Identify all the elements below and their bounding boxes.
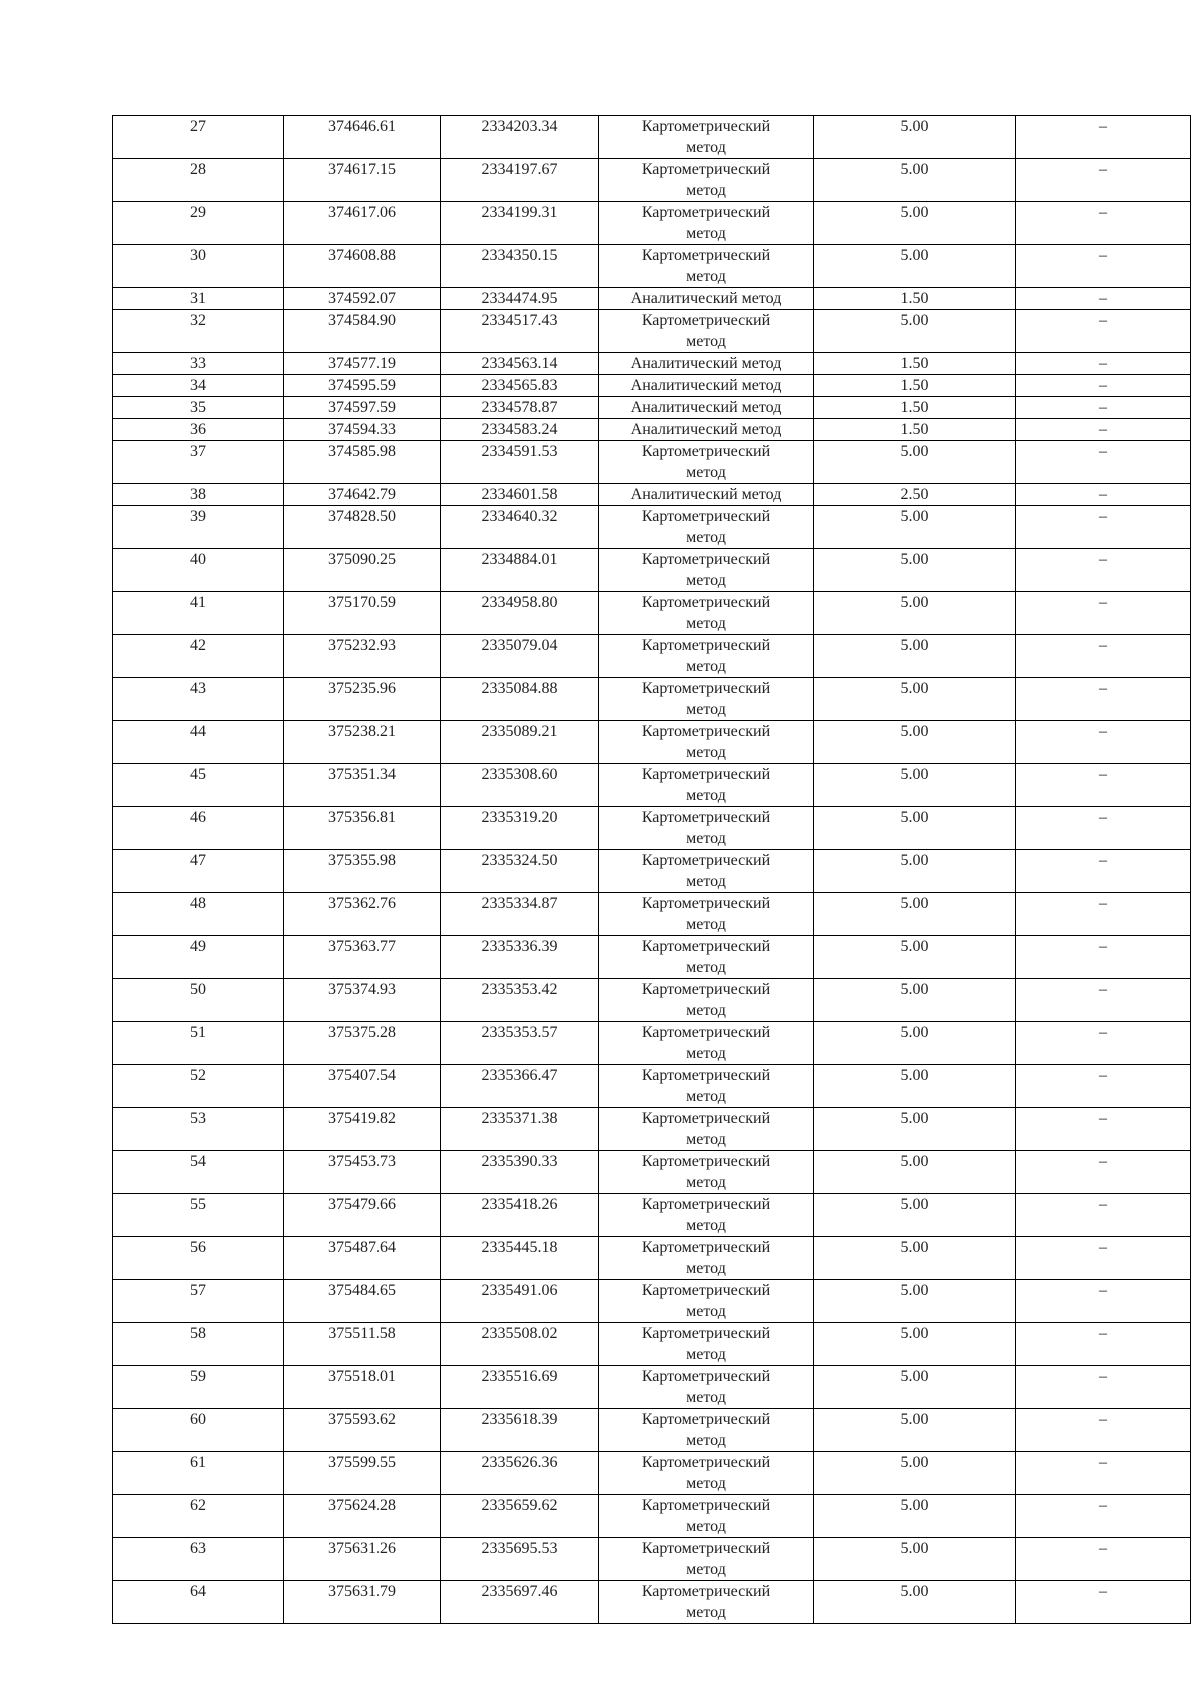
table-row [113, 635, 1191, 678]
note-cell: – [1016, 245, 1191, 288]
note-cell: – [1016, 1323, 1191, 1366]
note-cell: – [1016, 1538, 1191, 1581]
coordinates-table [112, 115, 1191, 1624]
table-row [113, 441, 1191, 484]
x-coordinate-cell: 374597.59 [284, 397, 441, 419]
x-coordinate-cell: 374617.06 [284, 202, 441, 245]
y-coordinate-cell: 2335353.42 [441, 979, 599, 1022]
table-row [113, 807, 1191, 850]
method-cell: Аналитический метод [599, 375, 814, 397]
point-number-cell: 57 [113, 1280, 284, 1323]
table-row [113, 1323, 1191, 1366]
table-row [113, 893, 1191, 936]
method-cell: Картометрический метод [599, 1495, 814, 1538]
table-row [113, 1495, 1191, 1538]
x-coordinate-cell: 375407.54 [284, 1065, 441, 1108]
accuracy-cell: 5.00 [814, 850, 1016, 893]
x-coordinate-cell: 374608.88 [284, 245, 441, 288]
method-cell: Картометрический метод [599, 1237, 814, 1280]
x-coordinate-cell: 375362.76 [284, 893, 441, 936]
method-cell: Картометрический метод [599, 721, 814, 764]
accuracy-cell: 5.00 [814, 116, 1016, 159]
point-number-cell: 33 [113, 353, 284, 375]
y-coordinate-cell: 2335508.02 [441, 1323, 599, 1366]
method-cell: Картометрический метод [599, 1151, 814, 1194]
note-cell: – [1016, 1151, 1191, 1194]
y-coordinate-cell: 2335659.62 [441, 1495, 599, 1538]
point-number-cell: 48 [113, 893, 284, 936]
point-number-cell: 47 [113, 850, 284, 893]
point-number-cell: 58 [113, 1323, 284, 1366]
y-coordinate-cell: 2334578.87 [441, 397, 599, 419]
accuracy-cell: 5.00 [814, 893, 1016, 936]
note-cell: – [1016, 1108, 1191, 1151]
note-cell: – [1016, 1237, 1191, 1280]
method-cell: Картометрический метод [599, 850, 814, 893]
note-cell: – [1016, 353, 1191, 375]
y-coordinate-cell: 2335697.46 [441, 1581, 599, 1624]
method-cell: Аналитический метод [599, 484, 814, 506]
point-number-cell: 27 [113, 116, 284, 159]
note-cell: – [1016, 1022, 1191, 1065]
accuracy-cell: 5.00 [814, 678, 1016, 721]
table-row [113, 936, 1191, 979]
method-cell: Картометрический метод [599, 635, 814, 678]
table-row [113, 288, 1191, 310]
x-coordinate-cell: 375235.96 [284, 678, 441, 721]
method-cell: Картометрический метод [599, 764, 814, 807]
accuracy-cell: 1.50 [814, 419, 1016, 441]
note-cell: – [1016, 1452, 1191, 1495]
y-coordinate-cell: 2335089.21 [441, 721, 599, 764]
table-row [113, 419, 1191, 441]
accuracy-cell: 5.00 [814, 310, 1016, 353]
note-cell: – [1016, 288, 1191, 310]
accuracy-cell: 5.00 [814, 592, 1016, 635]
point-number-cell: 61 [113, 1452, 284, 1495]
note-cell: – [1016, 159, 1191, 202]
x-coordinate-cell: 374584.90 [284, 310, 441, 353]
accuracy-cell: 5.00 [814, 1280, 1016, 1323]
table-row [113, 397, 1191, 419]
table-row [113, 592, 1191, 635]
y-coordinate-cell: 2335308.60 [441, 764, 599, 807]
x-coordinate-cell: 375238.21 [284, 721, 441, 764]
point-number-cell: 51 [113, 1022, 284, 1065]
point-number-cell: 63 [113, 1538, 284, 1581]
y-coordinate-cell: 2334640.32 [441, 506, 599, 549]
method-cell: Картометрический метод [599, 1452, 814, 1495]
point-number-cell: 59 [113, 1366, 284, 1409]
accuracy-cell: 5.00 [814, 1452, 1016, 1495]
accuracy-cell: 5.00 [814, 1495, 1016, 1538]
accuracy-cell: 5.00 [814, 1323, 1016, 1366]
x-coordinate-cell: 375090.25 [284, 549, 441, 592]
note-cell: – [1016, 1280, 1191, 1323]
x-coordinate-cell: 374617.15 [284, 159, 441, 202]
method-cell: Картометрический метод [599, 936, 814, 979]
table-row [113, 979, 1191, 1022]
accuracy-cell: 5.00 [814, 1581, 1016, 1624]
x-coordinate-cell: 375518.01 [284, 1366, 441, 1409]
point-number-cell: 52 [113, 1065, 284, 1108]
y-coordinate-cell: 2335695.53 [441, 1538, 599, 1581]
note-cell: – [1016, 506, 1191, 549]
point-number-cell: 32 [113, 310, 284, 353]
accuracy-cell: 5.00 [814, 1366, 1016, 1409]
y-coordinate-cell: 2335491.06 [441, 1280, 599, 1323]
table-row [113, 1108, 1191, 1151]
accuracy-cell: 1.50 [814, 353, 1016, 375]
point-number-cell: 41 [113, 592, 284, 635]
table-row [113, 1538, 1191, 1581]
method-cell: Картометрический метод [599, 1366, 814, 1409]
point-number-cell: 45 [113, 764, 284, 807]
table-row [113, 1366, 1191, 1409]
method-cell: Аналитический метод [599, 353, 814, 375]
table-row [113, 850, 1191, 893]
method-cell: Картометрический метод [599, 1194, 814, 1237]
point-number-cell: 64 [113, 1581, 284, 1624]
accuracy-cell: 5.00 [814, 635, 1016, 678]
table-row [113, 1280, 1191, 1323]
y-coordinate-cell: 2335319.20 [441, 807, 599, 850]
point-number-cell: 39 [113, 506, 284, 549]
accuracy-cell: 5.00 [814, 202, 1016, 245]
table-row [113, 202, 1191, 245]
x-coordinate-cell: 375375.28 [284, 1022, 441, 1065]
x-coordinate-cell: 375593.62 [284, 1409, 441, 1452]
x-coordinate-cell: 375624.28 [284, 1495, 441, 1538]
method-cell: Аналитический метод [599, 397, 814, 419]
note-cell: – [1016, 893, 1191, 936]
x-coordinate-cell: 374642.79 [284, 484, 441, 506]
point-number-cell: 53 [113, 1108, 284, 1151]
point-number-cell: 62 [113, 1495, 284, 1538]
x-coordinate-cell: 375170.59 [284, 592, 441, 635]
point-number-cell: 30 [113, 245, 284, 288]
x-coordinate-cell: 375374.93 [284, 979, 441, 1022]
table-row [113, 116, 1191, 159]
note-cell: – [1016, 310, 1191, 353]
x-coordinate-cell: 375484.65 [284, 1280, 441, 1323]
method-cell: Картометрический метод [599, 116, 814, 159]
y-coordinate-cell: 2334565.83 [441, 375, 599, 397]
y-coordinate-cell: 2334958.80 [441, 592, 599, 635]
method-cell: Картометрический метод [599, 310, 814, 353]
y-coordinate-cell: 2334884.01 [441, 549, 599, 592]
y-coordinate-cell: 2335334.87 [441, 893, 599, 936]
point-number-cell: 38 [113, 484, 284, 506]
method-cell: Картометрический метод [599, 807, 814, 850]
note-cell: – [1016, 441, 1191, 484]
method-cell: Аналитический метод [599, 288, 814, 310]
table-row [113, 375, 1191, 397]
y-coordinate-cell: 2335516.69 [441, 1366, 599, 1409]
method-cell: Картометрический метод [599, 979, 814, 1022]
accuracy-cell: 1.50 [814, 397, 1016, 419]
accuracy-cell: 5.00 [814, 764, 1016, 807]
point-number-cell: 29 [113, 202, 284, 245]
method-cell: Картометрический метод [599, 1323, 814, 1366]
accuracy-cell: 5.00 [814, 979, 1016, 1022]
table-row [113, 506, 1191, 549]
note-cell: – [1016, 850, 1191, 893]
table-row [113, 1237, 1191, 1280]
x-coordinate-cell: 375351.34 [284, 764, 441, 807]
table-row [113, 721, 1191, 764]
note-cell: – [1016, 1366, 1191, 1409]
table-row [113, 1194, 1191, 1237]
y-coordinate-cell: 2334197.67 [441, 159, 599, 202]
accuracy-cell: 5.00 [814, 1108, 1016, 1151]
note-cell: – [1016, 764, 1191, 807]
x-coordinate-cell: 374592.07 [284, 288, 441, 310]
point-number-cell: 43 [113, 678, 284, 721]
x-coordinate-cell: 375511.58 [284, 1323, 441, 1366]
method-cell: Картометрический метод [599, 1065, 814, 1108]
point-number-cell: 55 [113, 1194, 284, 1237]
table-row [113, 484, 1191, 506]
point-number-cell: 28 [113, 159, 284, 202]
point-number-cell: 56 [113, 1237, 284, 1280]
accuracy-cell: 5.00 [814, 441, 1016, 484]
table-row [113, 1065, 1191, 1108]
note-cell: – [1016, 375, 1191, 397]
note-cell: – [1016, 979, 1191, 1022]
accuracy-cell: 5.00 [814, 1538, 1016, 1581]
method-cell: Картометрический метод [599, 245, 814, 288]
y-coordinate-cell: 2335366.47 [441, 1065, 599, 1108]
accuracy-cell: 5.00 [814, 1151, 1016, 1194]
method-cell: Картометрический метод [599, 592, 814, 635]
table-row [113, 245, 1191, 288]
note-cell: – [1016, 397, 1191, 419]
x-coordinate-cell: 375487.64 [284, 1237, 441, 1280]
x-coordinate-cell: 374646.61 [284, 116, 441, 159]
y-coordinate-cell: 2334591.53 [441, 441, 599, 484]
table-row [113, 678, 1191, 721]
note-cell: – [1016, 419, 1191, 441]
method-cell: Картометрический метод [599, 1581, 814, 1624]
x-coordinate-cell: 375453.73 [284, 1151, 441, 1194]
y-coordinate-cell: 2334517.43 [441, 310, 599, 353]
table-row [113, 159, 1191, 202]
note-cell: – [1016, 1495, 1191, 1538]
y-coordinate-cell: 2334474.95 [441, 288, 599, 310]
point-number-cell: 37 [113, 441, 284, 484]
note-cell: – [1016, 549, 1191, 592]
point-number-cell: 42 [113, 635, 284, 678]
method-cell: Картометрический метод [599, 1538, 814, 1581]
table-row [113, 549, 1191, 592]
note-cell: – [1016, 635, 1191, 678]
y-coordinate-cell: 2335618.39 [441, 1409, 599, 1452]
table-row [113, 1452, 1191, 1495]
method-cell: Картометрический метод [599, 549, 814, 592]
point-number-cell: 60 [113, 1409, 284, 1452]
table-row [113, 1409, 1191, 1452]
table-row [113, 353, 1191, 375]
table-row [113, 764, 1191, 807]
x-coordinate-cell: 375479.66 [284, 1194, 441, 1237]
accuracy-cell: 5.00 [814, 1022, 1016, 1065]
y-coordinate-cell: 2334350.15 [441, 245, 599, 288]
method-cell: Картометрический метод [599, 1280, 814, 1323]
method-cell: Картометрический метод [599, 1108, 814, 1151]
method-cell: Картометрический метод [599, 441, 814, 484]
point-number-cell: 44 [113, 721, 284, 764]
method-cell: Картометрический метод [599, 159, 814, 202]
method-cell: Картометрический метод [599, 506, 814, 549]
accuracy-cell: 5.00 [814, 1237, 1016, 1280]
accuracy-cell: 5.00 [814, 807, 1016, 850]
point-number-cell: 36 [113, 419, 284, 441]
note-cell: – [1016, 592, 1191, 635]
method-cell: Картометрический метод [599, 1022, 814, 1065]
accuracy-cell: 5.00 [814, 549, 1016, 592]
y-coordinate-cell: 2334563.14 [441, 353, 599, 375]
note-cell: – [1016, 1581, 1191, 1624]
y-coordinate-cell: 2334601.58 [441, 484, 599, 506]
x-coordinate-cell: 375356.81 [284, 807, 441, 850]
method-cell: Картометрический метод [599, 678, 814, 721]
y-coordinate-cell: 2335390.33 [441, 1151, 599, 1194]
note-cell: – [1016, 721, 1191, 764]
x-coordinate-cell: 375419.82 [284, 1108, 441, 1151]
y-coordinate-cell: 2334583.24 [441, 419, 599, 441]
method-cell: Картометрический метод [599, 893, 814, 936]
y-coordinate-cell: 2335336.39 [441, 936, 599, 979]
y-coordinate-cell: 2335418.26 [441, 1194, 599, 1237]
table-row [113, 1581, 1191, 1624]
note-cell: – [1016, 484, 1191, 506]
y-coordinate-cell: 2335626.36 [441, 1452, 599, 1495]
point-number-cell: 40 [113, 549, 284, 592]
accuracy-cell: 5.00 [814, 1065, 1016, 1108]
y-coordinate-cell: 2335445.18 [441, 1237, 599, 1280]
accuracy-cell: 5.00 [814, 506, 1016, 549]
accuracy-cell: 2.50 [814, 484, 1016, 506]
x-coordinate-cell: 374585.98 [284, 441, 441, 484]
x-coordinate-cell: 374594.33 [284, 419, 441, 441]
accuracy-cell: 5.00 [814, 721, 1016, 764]
x-coordinate-cell: 374577.19 [284, 353, 441, 375]
point-number-cell: 34 [113, 375, 284, 397]
note-cell: – [1016, 936, 1191, 979]
x-coordinate-cell: 375232.93 [284, 635, 441, 678]
x-coordinate-cell: 375631.79 [284, 1581, 441, 1624]
point-number-cell: 35 [113, 397, 284, 419]
table-row [113, 310, 1191, 353]
note-cell: – [1016, 1194, 1191, 1237]
x-coordinate-cell: 375355.98 [284, 850, 441, 893]
accuracy-cell: 1.50 [814, 288, 1016, 310]
point-number-cell: 31 [113, 288, 284, 310]
accuracy-cell: 5.00 [814, 1194, 1016, 1237]
y-coordinate-cell: 2334203.34 [441, 116, 599, 159]
note-cell: – [1016, 1065, 1191, 1108]
y-coordinate-cell: 2334199.31 [441, 202, 599, 245]
point-number-cell: 50 [113, 979, 284, 1022]
note-cell: – [1016, 678, 1191, 721]
x-coordinate-cell: 375363.77 [284, 936, 441, 979]
note-cell: – [1016, 202, 1191, 245]
note-cell: – [1016, 807, 1191, 850]
y-coordinate-cell: 2335371.38 [441, 1108, 599, 1151]
point-number-cell: 49 [113, 936, 284, 979]
coordinates-table-body [113, 116, 1191, 1624]
accuracy-cell: 5.00 [814, 245, 1016, 288]
note-cell: – [1016, 1409, 1191, 1452]
accuracy-cell: 5.00 [814, 936, 1016, 979]
note-cell: – [1016, 116, 1191, 159]
method-cell: Картометрический метод [599, 202, 814, 245]
table-row [113, 1151, 1191, 1194]
point-number-cell: 46 [113, 807, 284, 850]
accuracy-cell: 5.00 [814, 159, 1016, 202]
x-coordinate-cell: 375631.26 [284, 1538, 441, 1581]
method-cell: Картометрический метод [599, 1409, 814, 1452]
accuracy-cell: 1.50 [814, 375, 1016, 397]
x-coordinate-cell: 374595.59 [284, 375, 441, 397]
x-coordinate-cell: 374828.50 [284, 506, 441, 549]
x-coordinate-cell: 375599.55 [284, 1452, 441, 1495]
point-number-cell: 54 [113, 1151, 284, 1194]
y-coordinate-cell: 2335084.88 [441, 678, 599, 721]
y-coordinate-cell: 2335353.57 [441, 1022, 599, 1065]
accuracy-cell: 5.00 [814, 1409, 1016, 1452]
y-coordinate-cell: 2335079.04 [441, 635, 599, 678]
table-row [113, 1022, 1191, 1065]
y-coordinate-cell: 2335324.50 [441, 850, 599, 893]
method-cell: Аналитический метод [599, 419, 814, 441]
